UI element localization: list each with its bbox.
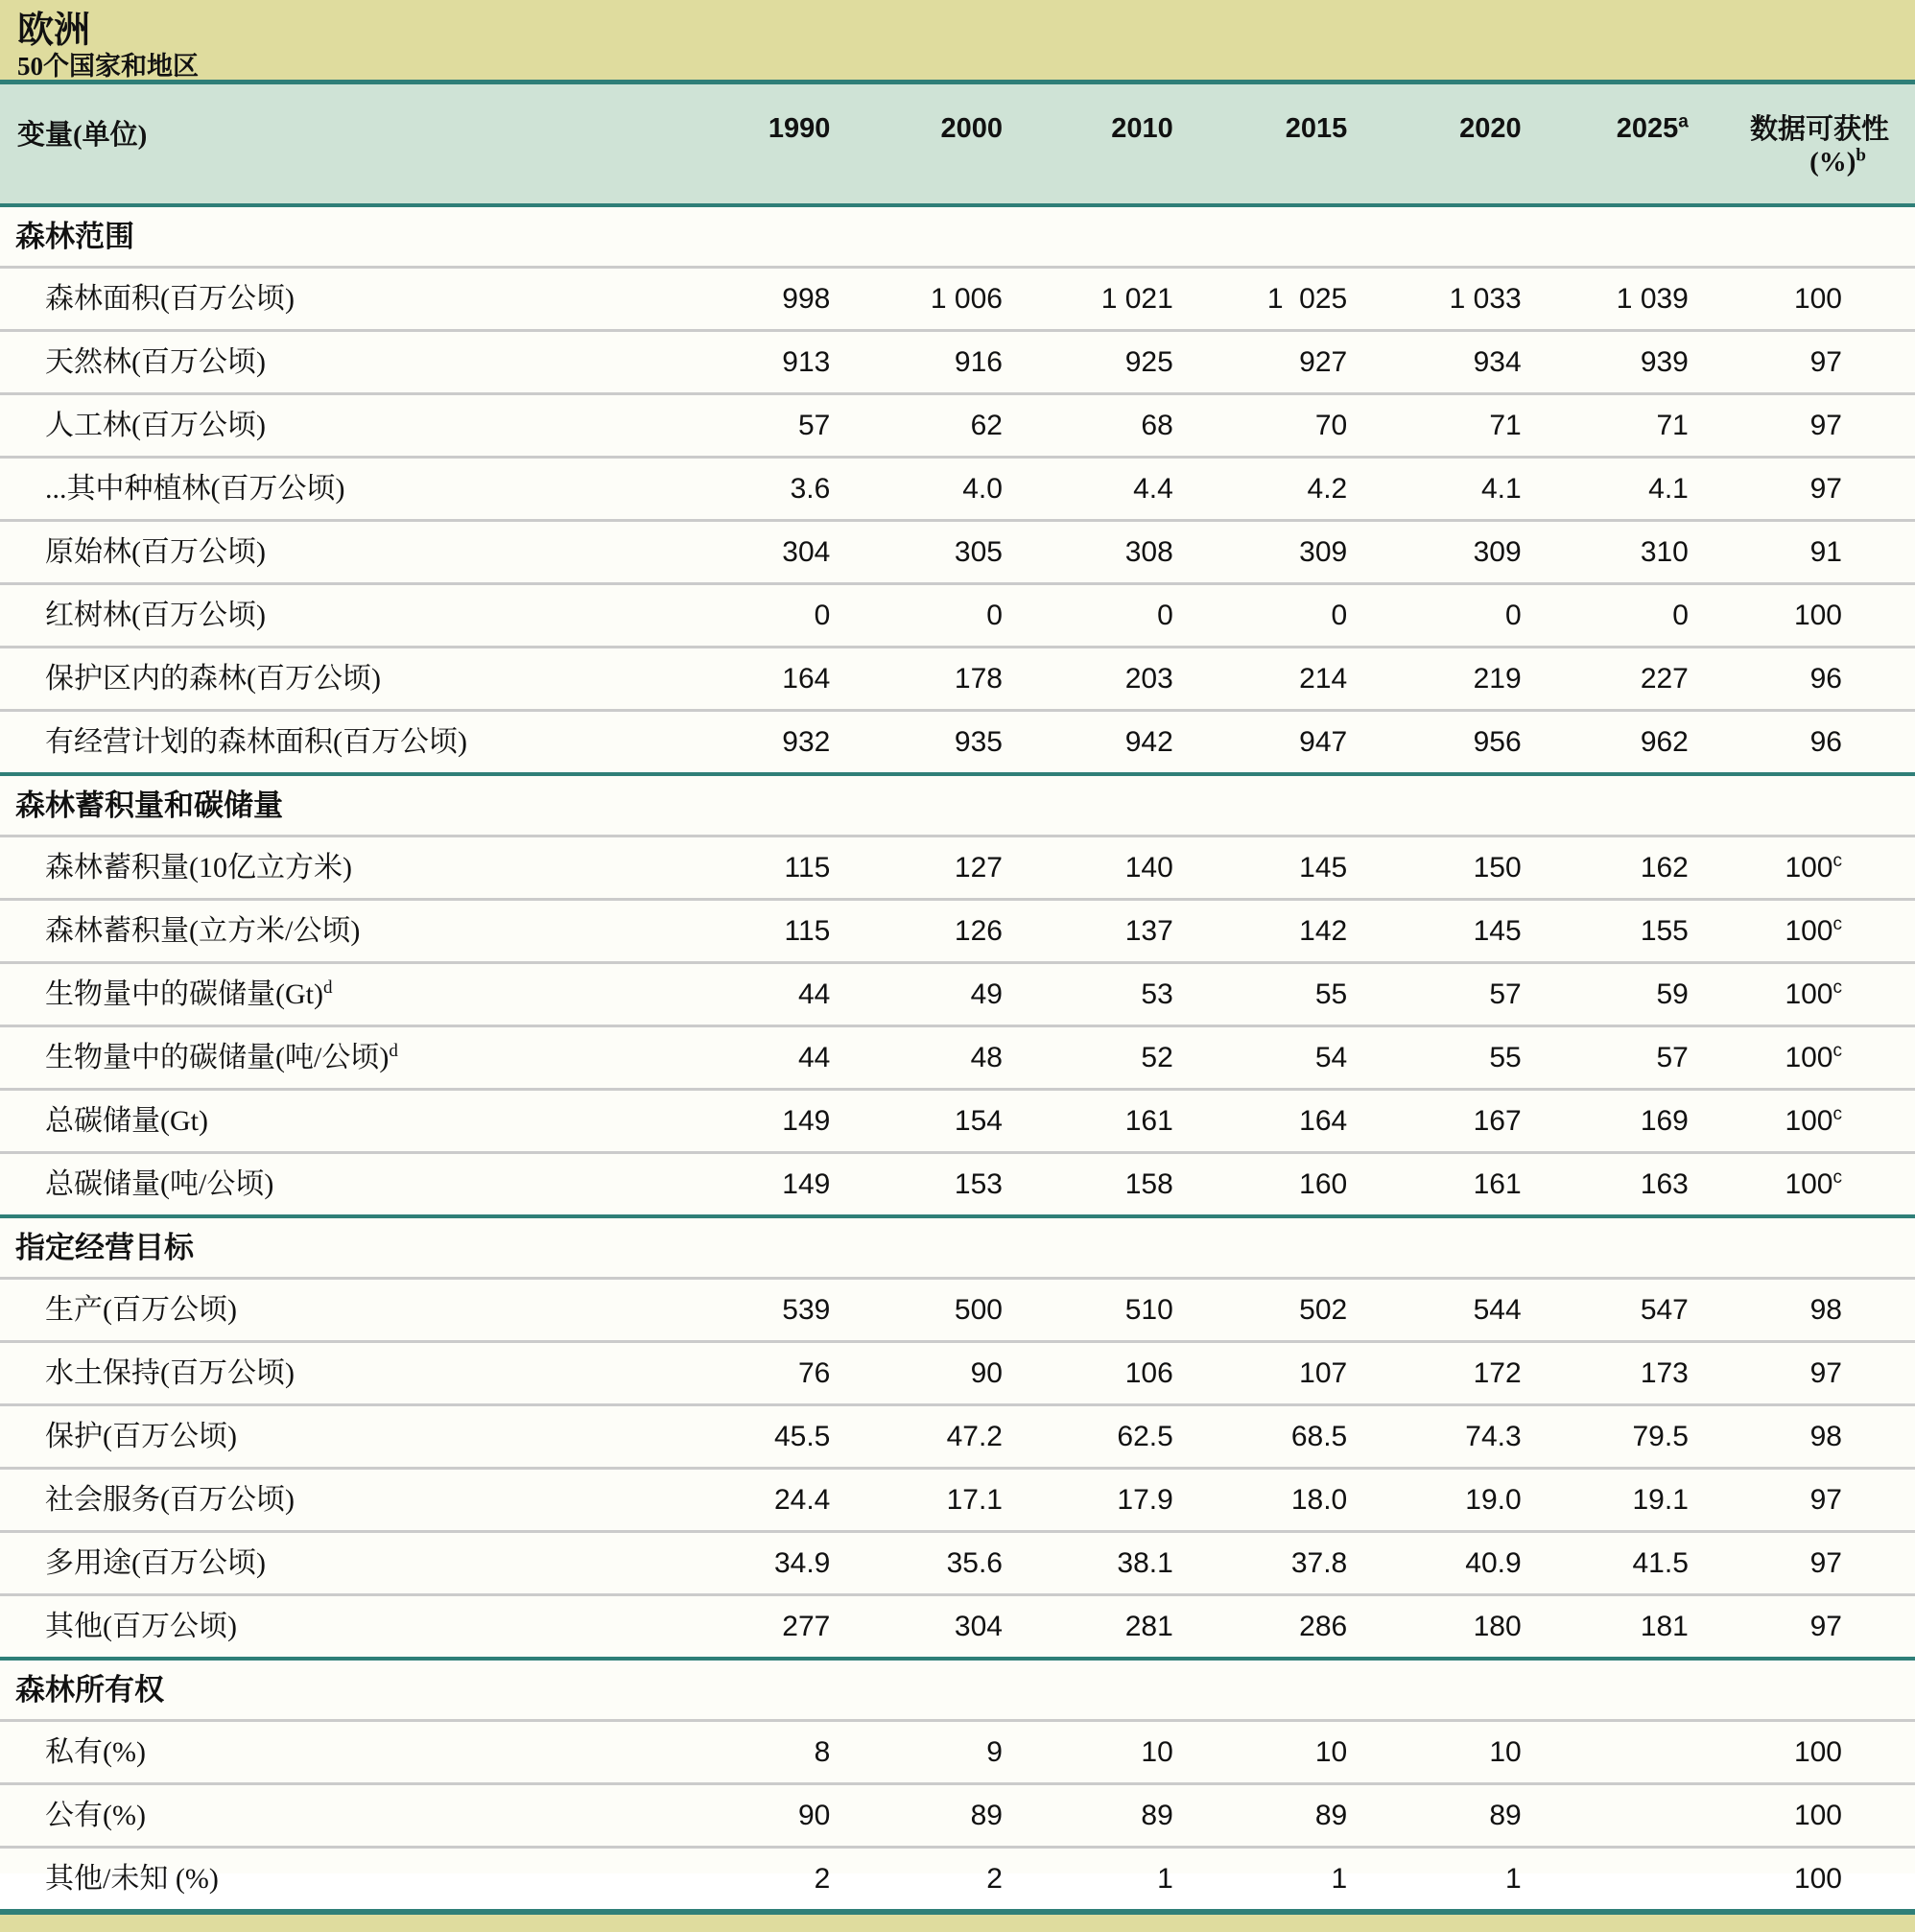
value-cell (1524, 1784, 1690, 1848)
value-cell: 281 (1005, 1595, 1175, 1660)
value-cell: 1 021 (1005, 268, 1175, 331)
availability-value: 91 (1809, 536, 1842, 568)
value-cell: 45.5 (663, 1405, 832, 1469)
value-cell: 502 (1175, 1279, 1349, 1342)
availability-value: 97 (1809, 1357, 1842, 1389)
row-label-text: 原始林(百万公顷) (45, 536, 266, 568)
value-cell: 44 (663, 1026, 832, 1090)
row-label (0, 331, 663, 394)
table-row (0, 900, 1915, 963)
row-label (0, 458, 663, 521)
value-cell: 3.6 (663, 458, 832, 521)
availability-cell (1690, 1848, 1915, 1913)
table-row (0, 1153, 1915, 1217)
value-cell: 162 (1524, 836, 1690, 900)
availability-value: 100 (1785, 978, 1833, 1010)
value-cell: 544 (1349, 1279, 1523, 1342)
section-title: 森林蓄积量和碳储量 (0, 774, 1915, 836)
table-row (0, 1469, 1915, 1532)
availability-header-line1: 数据可获性 (1749, 114, 1889, 145)
availability-value: 97 (1809, 346, 1842, 378)
availability-cell (1690, 648, 1915, 711)
row-label-text: 森林蓄积量(10亿立方米) (45, 852, 352, 884)
value-cell: 227 (1524, 648, 1690, 711)
value-cell: 1 006 (832, 268, 1005, 331)
availability-value: 97 (1809, 473, 1842, 505)
row-label-text: 水土保持(百万公顷) (45, 1357, 295, 1389)
value-cell: 155 (1524, 900, 1690, 963)
row-label-text: 总碳储量(吨/公顷) (45, 1168, 274, 1200)
availability-cell (1690, 963, 1915, 1026)
row-label-text: 人工林(百万公顷) (45, 410, 266, 441)
value-cell: 10 (1175, 1721, 1349, 1784)
row-label (0, 1026, 663, 1090)
table-title-band (0, 0, 1915, 84)
row-label-text: 保护区内的森林(百万公顷) (45, 663, 381, 695)
value-cell: 142 (1175, 900, 1349, 963)
value-cell: 74.3 (1349, 1405, 1523, 1469)
value-cell: 10 (1349, 1721, 1523, 1784)
availability-value: 98 (1809, 1421, 1842, 1452)
row-label-text: 森林面积(百万公顷) (45, 283, 295, 315)
value-cell: 172 (1349, 1342, 1523, 1405)
column-header-2015: 2015 (1175, 84, 1349, 205)
value-cell: 539 (663, 1279, 832, 1342)
row-label (0, 394, 663, 458)
value-cell: 308 (1005, 521, 1175, 584)
table-row (0, 1342, 1915, 1405)
availability-cell (1690, 1595, 1915, 1660)
value-cell: 916 (832, 331, 1005, 394)
value-cell: 150 (1349, 836, 1523, 900)
column-header-2025 (1524, 84, 1690, 205)
value-cell: 149 (663, 1090, 832, 1153)
value-cell: 17.1 (832, 1469, 1005, 1532)
row-label (0, 1153, 663, 1217)
availability-value: 100 (1785, 915, 1833, 947)
value-cell: 935 (832, 711, 1005, 775)
value-cell: 89 (1005, 1784, 1175, 1848)
value-cell: 932 (663, 711, 832, 775)
availability-cell (1690, 1090, 1915, 1153)
table-row (0, 1848, 1915, 1913)
row-label-text: 红树林(百万公顷) (45, 600, 266, 631)
value-cell: 57 (663, 394, 832, 458)
section-header-row (0, 205, 1915, 268)
value-cell: 1 033 (1349, 268, 1523, 331)
availability-cell (1690, 1279, 1915, 1342)
row-label (0, 711, 663, 775)
row-label (0, 1469, 663, 1532)
value-cell: 154 (832, 1090, 1005, 1153)
value-cell: 913 (663, 331, 832, 394)
table-row (0, 963, 1915, 1026)
value-cell: 310 (1524, 521, 1690, 584)
table-row (0, 648, 1915, 711)
value-cell: 180 (1349, 1595, 1523, 1660)
row-label (0, 268, 663, 331)
column-header-2020: 2020 (1349, 84, 1523, 205)
value-cell: 140 (1005, 836, 1175, 900)
availability-cell (1690, 1153, 1915, 1217)
row-label-text: 森林蓄积量(立方米/公顷) (45, 915, 361, 947)
column-header-2000: 2000 (832, 84, 1005, 205)
value-cell: 167 (1349, 1090, 1523, 1153)
value-cell: 547 (1524, 1279, 1690, 1342)
row-label (0, 1721, 663, 1784)
availability-value: 100 (1793, 283, 1842, 315)
value-cell: 1 (1349, 1848, 1523, 1913)
column-header-variable: 变量(单位) (0, 84, 663, 205)
availability-value: 97 (1809, 1484, 1842, 1516)
value-cell: 79.5 (1524, 1405, 1690, 1469)
section-header-row (0, 1216, 1915, 1279)
value-cell: 161 (1349, 1153, 1523, 1217)
availability-cell (1690, 1342, 1915, 1405)
table-row (0, 711, 1915, 775)
row-label-text: ...其中种植林(百万公顷) (45, 473, 345, 505)
table-body (0, 205, 1915, 1912)
row-label-text: 天然林(百万公顷) (45, 346, 266, 378)
availability-cell (1690, 268, 1915, 331)
value-cell: 0 (832, 584, 1005, 648)
footnote-marker-d: d (322, 978, 333, 998)
value-cell: 107 (1175, 1342, 1349, 1405)
value-cell: 71 (1524, 394, 1690, 458)
row-label (0, 1342, 663, 1405)
availability-cell (1690, 458, 1915, 521)
footnote-marker-a: a (1678, 111, 1689, 132)
table-row (0, 1532, 1915, 1595)
section-header-row (0, 774, 1915, 836)
row-label-text: 多用途(百万公顷) (45, 1547, 266, 1579)
region-title: 欧洲 (17, 11, 91, 51)
row-label (0, 521, 663, 584)
section-title: 指定经营目标 (0, 1216, 1915, 1279)
value-cell: 68 (1005, 394, 1175, 458)
row-label (0, 1279, 663, 1342)
value-cell: 127 (832, 836, 1005, 900)
row-label (0, 900, 663, 963)
value-cell: 126 (832, 900, 1005, 963)
value-cell: 0 (1005, 584, 1175, 648)
footnote-marker-c: c (1832, 978, 1842, 998)
availability-cell (1690, 331, 1915, 394)
value-cell: 219 (1349, 648, 1523, 711)
value-cell: 277 (663, 1595, 832, 1660)
table-row (0, 1279, 1915, 1342)
value-cell: 998 (663, 268, 832, 331)
availability-value: 100 (1785, 1105, 1833, 1137)
table-row (0, 458, 1915, 521)
availability-value: 100 (1793, 1863, 1842, 1895)
value-cell: 9 (832, 1721, 1005, 1784)
value-cell: 927 (1175, 331, 1349, 394)
row-label (0, 963, 663, 1026)
value-cell: 59 (1524, 963, 1690, 1026)
value-cell: 47.2 (832, 1405, 1005, 1469)
value-cell: 309 (1175, 521, 1349, 584)
row-label (0, 836, 663, 900)
availability-value: 97 (1809, 1547, 1842, 1579)
availability-cell (1690, 1405, 1915, 1469)
value-cell: 115 (663, 900, 832, 963)
table-row (0, 1595, 1915, 1660)
value-cell: 1 025 (1175, 268, 1349, 331)
row-label-text: 生产(百万公顷) (45, 1294, 237, 1326)
table-row (0, 584, 1915, 648)
value-cell: 145 (1175, 836, 1349, 900)
value-cell: 44 (663, 963, 832, 1026)
value-cell: 68.5 (1175, 1405, 1349, 1469)
row-label-text: 私有(%) (45, 1736, 146, 1768)
value-cell: 309 (1349, 521, 1523, 584)
value-cell: 1 039 (1524, 268, 1690, 331)
row-label-text: 有经营计划的森林面积(百万公顷) (45, 726, 467, 758)
region-subtitle: 50个国家和地区 (17, 52, 199, 81)
table-row (0, 268, 1915, 331)
row-label (0, 1405, 663, 1469)
value-cell: 304 (663, 521, 832, 584)
row-label (0, 1784, 663, 1848)
value-cell: 52 (1005, 1026, 1175, 1090)
value-cell: 48 (832, 1026, 1005, 1090)
availability-value: 96 (1809, 726, 1842, 758)
row-label (0, 1532, 663, 1595)
availability-cell (1690, 521, 1915, 584)
value-cell: 19.0 (1349, 1469, 1523, 1532)
row-label (0, 648, 663, 711)
row-label-text: 其他(百万公顷) (45, 1611, 237, 1642)
value-cell: 0 (1349, 584, 1523, 648)
value-cell: 925 (1005, 331, 1175, 394)
section-title: 森林范围 (0, 205, 1915, 268)
availability-value: 100 (1793, 1736, 1842, 1768)
value-cell (1524, 1721, 1690, 1784)
value-cell: 149 (663, 1153, 832, 1217)
value-cell: 305 (832, 521, 1005, 584)
value-cell: 115 (663, 836, 832, 900)
value-cell: 4.1 (1349, 458, 1523, 521)
value-cell: 38.1 (1005, 1532, 1175, 1595)
availability-cell (1690, 1721, 1915, 1784)
table-row (0, 836, 1915, 900)
table-row (0, 1090, 1915, 1153)
value-cell: 0 (663, 584, 832, 648)
value-cell: 53 (1005, 963, 1175, 1026)
footnote-marker-c: c (1832, 1167, 1842, 1188)
value-cell: 939 (1524, 331, 1690, 394)
table-row (0, 1405, 1915, 1469)
value-cell: 90 (663, 1784, 832, 1848)
availability-value: 100 (1793, 1800, 1842, 1831)
value-cell: 178 (832, 648, 1005, 711)
value-cell: 500 (832, 1279, 1005, 1342)
value-cell: 214 (1175, 648, 1349, 711)
value-cell: 18.0 (1175, 1469, 1349, 1532)
table-row (0, 394, 1915, 458)
value-cell: 2 (663, 1848, 832, 1913)
row-label-text: 其他/未知 (%) (45, 1863, 219, 1895)
availability-value: 98 (1809, 1294, 1842, 1326)
value-cell: 62.5 (1005, 1405, 1175, 1469)
availability-value: 97 (1809, 410, 1842, 441)
value-cell: 90 (832, 1342, 1005, 1405)
availability-value: 96 (1809, 663, 1842, 695)
value-cell: 0 (1524, 584, 1690, 648)
availability-cell (1690, 394, 1915, 458)
value-cell: 934 (1349, 331, 1523, 394)
value-cell (1524, 1848, 1690, 1913)
value-cell: 71 (1349, 394, 1523, 458)
value-cell: 169 (1524, 1090, 1690, 1153)
value-cell: 173 (1524, 1342, 1690, 1405)
table-row (0, 1026, 1915, 1090)
value-cell: 161 (1005, 1090, 1175, 1153)
value-cell: 4.1 (1524, 458, 1690, 521)
column-header-1990: 1990 (663, 84, 832, 205)
value-cell: 57 (1524, 1026, 1690, 1090)
value-cell: 160 (1175, 1153, 1349, 1217)
footnote-marker-c: c (1832, 1104, 1842, 1124)
row-label-text: 总碳储量(Gt) (45, 1105, 208, 1137)
next-table-title-band-edge (0, 1915, 1915, 1932)
table-row (0, 1721, 1915, 1784)
footnote-marker-c: c (1832, 851, 1842, 871)
value-cell: 17.9 (1005, 1469, 1175, 1532)
table-header (0, 84, 1915, 205)
availability-cell (1690, 711, 1915, 775)
value-cell: 62 (832, 394, 1005, 458)
footnote-marker-d: d (389, 1041, 398, 1061)
row-label-text: 生物量中的碳储量(吨/公顷) (45, 1042, 390, 1073)
value-cell: 89 (1349, 1784, 1523, 1848)
row-label (0, 1848, 663, 1913)
value-cell: 4.4 (1005, 458, 1175, 521)
availability-value: 100 (1785, 852, 1833, 884)
value-cell: 89 (1175, 1784, 1349, 1848)
availability-header-line2: (%)$^b$ (1809, 145, 1866, 177)
value-cell: 164 (663, 648, 832, 711)
forest-statistics-table (0, 84, 1915, 1915)
row-label-text: 社会服务(百万公顷) (45, 1484, 295, 1516)
availability-value: 97 (1809, 1611, 1842, 1642)
availability-cell (1690, 584, 1915, 648)
value-cell: 40.9 (1349, 1532, 1523, 1595)
year-2025-label: 2025 (1616, 113, 1679, 144)
value-cell: 8 (663, 1721, 832, 1784)
table-row (0, 1784, 1915, 1848)
value-cell: 4.0 (832, 458, 1005, 521)
value-cell: 4.2 (1175, 458, 1349, 521)
value-cell: 34.9 (663, 1532, 832, 1595)
value-cell: 942 (1005, 711, 1175, 775)
value-cell: 19.1 (1524, 1469, 1690, 1532)
value-cell: 55 (1175, 963, 1349, 1026)
value-cell: 510 (1005, 1279, 1175, 1342)
availability-cell (1690, 1532, 1915, 1595)
value-cell: 956 (1349, 711, 1523, 775)
row-label (0, 1090, 663, 1153)
availability-cell (1690, 900, 1915, 963)
section-header-row (0, 1659, 1915, 1721)
value-cell: 947 (1175, 711, 1349, 775)
availability-value: 100 (1785, 1168, 1833, 1200)
value-cell: 0 (1175, 584, 1349, 648)
value-cell: 2 (832, 1848, 1005, 1913)
value-cell: 153 (832, 1153, 1005, 1217)
availability-value: 100 (1785, 1042, 1833, 1073)
value-cell: 1 (1005, 1848, 1175, 1913)
value-cell: 57 (1349, 963, 1523, 1026)
row-label (0, 1595, 663, 1660)
value-cell: 55 (1349, 1026, 1523, 1090)
row-label (0, 584, 663, 648)
availability-cell (1690, 1026, 1915, 1090)
value-cell: 137 (1005, 900, 1175, 963)
table-row (0, 331, 1915, 394)
header-row (0, 84, 1915, 205)
value-cell: 106 (1005, 1342, 1175, 1405)
row-label-text: 保护(百万公顷) (45, 1421, 237, 1452)
value-cell: 158 (1005, 1153, 1175, 1217)
value-cell: 286 (1175, 1595, 1349, 1660)
value-cell: 1 (1175, 1848, 1349, 1913)
row-label-text: 生物量中的碳储量(Gt) (45, 978, 323, 1010)
availability-value: 100 (1793, 600, 1842, 631)
value-cell: 145 (1349, 900, 1523, 963)
value-cell: 76 (663, 1342, 832, 1405)
value-cell: 163 (1524, 1153, 1690, 1217)
value-cell: 304 (832, 1595, 1005, 1660)
value-cell: 164 (1175, 1090, 1349, 1153)
footnote-marker-c: c (1832, 914, 1842, 934)
value-cell: 41.5 (1524, 1532, 1690, 1595)
availability-cell (1690, 1469, 1915, 1532)
value-cell: 89 (832, 1784, 1005, 1848)
value-cell: 203 (1005, 648, 1175, 711)
value-cell: 35.6 (832, 1532, 1005, 1595)
value-cell: 37.8 (1175, 1532, 1349, 1595)
footnote-marker-b: b (1856, 145, 1866, 166)
value-cell: 24.4 (663, 1469, 832, 1532)
availability-cell (1690, 836, 1915, 900)
footnote-marker-c: c (1832, 1041, 1842, 1061)
value-cell: 70 (1175, 394, 1349, 458)
column-header-availability (1690, 84, 1915, 205)
value-cell: 54 (1175, 1026, 1349, 1090)
value-cell: 10 (1005, 1721, 1175, 1784)
value-cell: 49 (832, 963, 1005, 1026)
value-cell: 181 (1524, 1595, 1690, 1660)
column-header-2010: 2010 (1005, 84, 1175, 205)
value-cell: 962 (1524, 711, 1690, 775)
table-row (0, 521, 1915, 584)
availability-cell (1690, 1784, 1915, 1848)
row-label-text: 公有(%) (45, 1800, 146, 1831)
section-title: 森林所有权 (0, 1659, 1915, 1721)
